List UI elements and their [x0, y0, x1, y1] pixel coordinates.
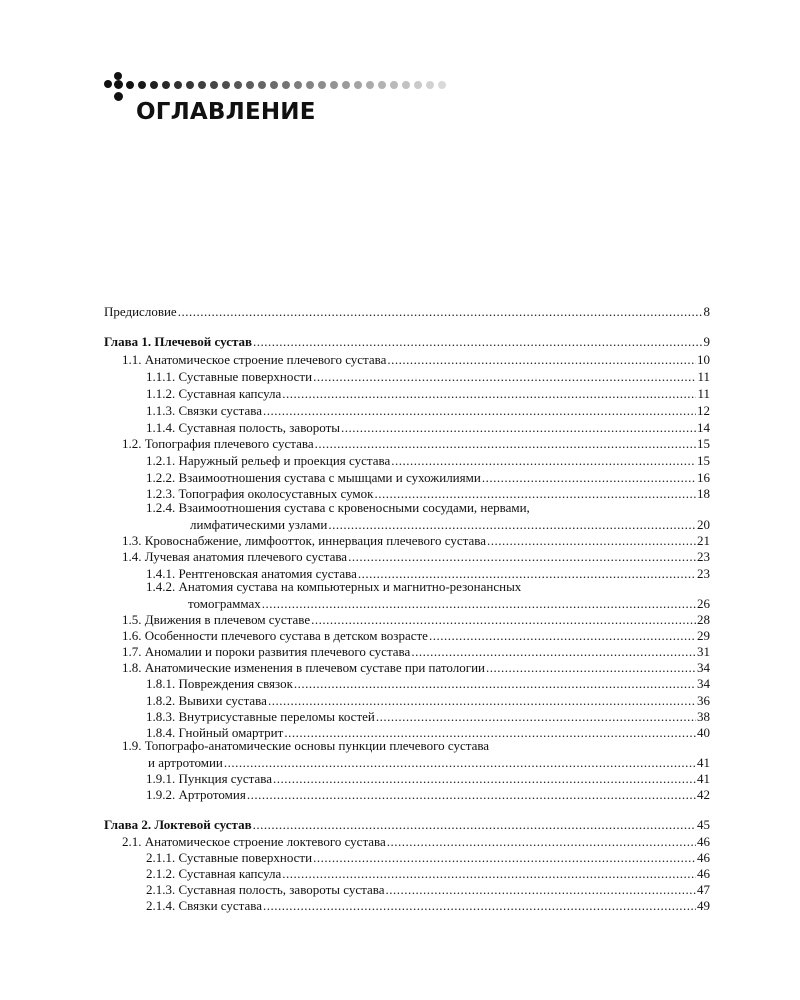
decor-dot	[246, 81, 254, 89]
toc-entry-title: 1.7. Аномалии и пороки развития плечевого сустава	[122, 644, 411, 659]
toc-entry-title: 1.2.1. Наружный рельеф и проекция сустава	[146, 453, 391, 468]
toc-entry-page: 11	[697, 369, 710, 384]
toc-entry-title: 1.4.2. Анатомия сустава на компьютерных и магнитно-резонансных	[146, 579, 522, 594]
toc-entry	[146, 453, 710, 468]
decor-dot	[294, 81, 302, 89]
toc-entry-page: 20	[697, 517, 710, 532]
toc-entry-page: 45	[697, 817, 710, 832]
toc-entry-page: 34	[697, 676, 710, 691]
toc-entry-title: 1.5. Движения в плечевом суставе	[122, 612, 311, 627]
toc-entry-title: 1.1.3. Связки сустава	[146, 403, 262, 418]
toc-chapter	[104, 817, 710, 832]
toc-entry	[122, 644, 710, 659]
toc-entry-title: 1.1. Анатомическое строение плечевого сустава	[122, 352, 387, 367]
toc-entry	[146, 693, 710, 708]
toc-entry	[146, 709, 710, 724]
toc-entry-page: 31	[697, 644, 710, 659]
decor-dot	[306, 81, 314, 89]
decor-dot	[126, 81, 134, 89]
toc-entry	[122, 436, 710, 451]
decor-dot	[402, 81, 410, 89]
toc-entry	[122, 533, 710, 548]
toc-entry	[146, 403, 710, 418]
toc-entry-page: 41	[697, 755, 710, 770]
decorative-dot-bar	[104, 72, 444, 102]
toc-entry	[146, 486, 710, 501]
toc-entry-title: 2.1.1. Суставные поверхности	[146, 850, 313, 865]
toc-entry-title: 1.3. Кровоснабжение, лимфоотток, иннервация плечевого сустава	[122, 533, 487, 548]
toc-entry	[122, 834, 710, 849]
toc-entry-title: 2.1.3. Суставная полость, завороты сустава	[146, 882, 385, 897]
toc-entry	[146, 369, 710, 384]
toc-entry-page: 46	[697, 850, 710, 865]
toc-entry-page: 28	[697, 612, 710, 627]
toc-entry-page: 46	[697, 834, 710, 849]
decor-dot	[210, 81, 218, 89]
toc-entry-title: 1.2.2. Взаимоотношения сустава с мышцами и сухожилиями	[146, 470, 481, 485]
decor-dot	[354, 81, 362, 89]
toc-entry	[148, 755, 710, 770]
toc-entry	[104, 304, 710, 319]
toc-entry-page: 29	[697, 628, 710, 643]
toc-entry-title: 2.1. Анатомическое строение локтевого сустава	[122, 834, 386, 849]
decor-dot	[282, 81, 290, 89]
toc-entry-page: 38	[697, 709, 710, 724]
decor-dot	[114, 92, 123, 101]
toc-entry-title: 1.1.1. Суставные поверхности	[146, 369, 313, 384]
decor-dot	[162, 81, 170, 89]
toc-entry	[146, 898, 710, 913]
toc-entry-page: 18	[697, 486, 710, 501]
toc-entry-title: 2.1.4. Связки сустава	[146, 898, 262, 913]
toc-entry	[188, 596, 710, 611]
toc-entry-title: 1.8.1. Повреждения связок	[146, 676, 293, 691]
toc-entry-page: 15	[697, 453, 710, 468]
toc-entry-continuation: томограммах	[188, 596, 261, 611]
decor-dot	[114, 80, 123, 89]
toc-entry-title: 1.8. Анатомические изменения в плечевом суставе при патологии	[122, 660, 485, 675]
toc-entry	[122, 612, 710, 627]
decor-dot	[390, 81, 398, 89]
decor-dot	[258, 81, 266, 89]
toc-entry	[122, 549, 710, 564]
toc-entry	[146, 882, 710, 897]
toc-entry-page: 12	[697, 403, 710, 418]
toc-entry	[146, 866, 710, 881]
toc-entry-page: 8	[703, 304, 710, 319]
toc-entry-title: 1.9.2. Артротомия	[146, 787, 246, 802]
toc-entry	[146, 676, 710, 691]
toc-entry-title: Предисловие	[104, 304, 177, 319]
toc-entry	[122, 660, 710, 675]
decor-dot	[174, 81, 182, 89]
page-title: ОГЛАВЛЕНИЕ	[136, 99, 316, 125]
decor-dot	[426, 81, 434, 89]
decor-dot	[222, 81, 230, 89]
decor-dot	[366, 81, 374, 89]
toc-entry-page: 36	[697, 693, 710, 708]
toc-entry-title: 1.4.1. Рентгеновская анатомия сустава	[146, 566, 357, 581]
toc-entry-title: 1.2.4. Взаимоотношения сустава с кровеносными сосудами, нервами,	[146, 500, 530, 515]
toc-entry-title: 1.8.3. Внутрисуставные переломы костей	[146, 709, 375, 724]
toc-entry	[122, 628, 710, 643]
toc-entry-page: 47	[697, 882, 710, 897]
toc-entry-title: 1.1.4. Суставная полость, завороты	[146, 420, 340, 435]
decor-dot	[414, 81, 422, 89]
toc-entry-title: 1.8.2. Вывихи сустава	[146, 693, 267, 708]
toc-entry-page: 46	[697, 866, 710, 881]
toc-entry-page: 23	[697, 549, 710, 564]
toc-entry-continuation: лимфатическими узлами	[190, 517, 328, 532]
toc-entry	[146, 470, 710, 485]
toc-entry-title: 1.9.1. Пункция сустава	[146, 771, 273, 786]
toc-entry-title: Глава 1. Плечевой сустав	[104, 334, 253, 349]
toc-entry	[146, 386, 710, 401]
toc-entry-title: 1.6. Особенности плечевого сустава в детском возрасте	[122, 628, 428, 643]
decor-dot	[234, 81, 242, 89]
decor-dot	[186, 81, 194, 89]
toc-entry-page: 15	[697, 436, 710, 451]
toc-chapter	[104, 334, 710, 349]
toc-entry-page: 9	[703, 334, 710, 349]
decor-dot	[104, 80, 112, 88]
toc-entry	[122, 352, 710, 367]
decor-dot	[138, 81, 146, 89]
decor-dot	[198, 81, 206, 89]
toc-entry-page: 10	[697, 352, 710, 367]
toc-entry-page: 42	[697, 787, 710, 802]
decor-dot	[150, 81, 158, 89]
decor-dot	[378, 81, 386, 89]
toc-entry-continuation: и артротомии	[148, 755, 223, 770]
decor-dot	[330, 81, 338, 89]
toc-entry-page: 41	[697, 771, 710, 786]
decor-dot	[438, 81, 446, 89]
toc-entry	[190, 517, 710, 532]
toc-entry	[146, 771, 710, 786]
toc-entry	[146, 850, 710, 865]
toc-entry-page: 26	[697, 596, 710, 611]
toc-entry-title: 1.2. Топография плечевого сустава	[122, 436, 314, 451]
toc-entry	[146, 787, 710, 802]
toc-entry-page: 23	[697, 566, 710, 581]
toc-entry-page: 34	[697, 660, 710, 675]
toc-entry-page: 16	[697, 470, 710, 485]
toc-entry-page: 14	[697, 420, 710, 435]
toc-entry-page: 21	[697, 533, 710, 548]
decor-dot	[114, 72, 122, 80]
toc-entry-page: 40	[697, 725, 710, 740]
decor-dot	[270, 81, 278, 89]
toc-entry-page: 49	[697, 898, 710, 913]
toc-entry-title: 1.1.2. Суставная капсула	[146, 386, 282, 401]
toc-entry-title: Глава 2. Локтевой сустав	[104, 817, 252, 832]
toc-entry-title: 1.9. Топографо-анатомические основы пункции плечевого сустава	[122, 738, 490, 753]
toc-entry	[146, 420, 710, 435]
decor-dot	[342, 81, 350, 89]
decor-dot	[318, 81, 326, 89]
toc-entry-title: 1.2.3. Топография околосуставных сумок	[146, 486, 374, 501]
toc-entry-title: 1.4. Лучевая анатомия плечевого сустава	[122, 549, 348, 564]
toc-entry-page: 11	[697, 386, 710, 401]
toc-entry-title: 1.8.4. Гнойный омартрит	[146, 725, 284, 740]
toc-entry-title: 2.1.2. Суставная капсула	[146, 866, 282, 881]
